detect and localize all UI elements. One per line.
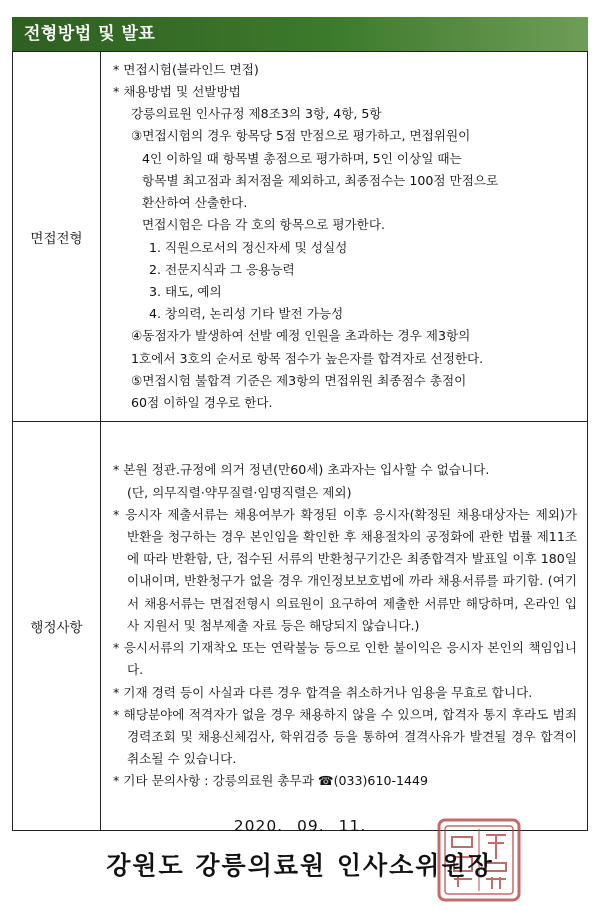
interview-line: 항목별 최고점과 최저점을 제외하고, 최종점수는 100점 만점으로 xyxy=(142,172,499,188)
interview-line: 1호에서 3호의 순서로 항목 점수가 높은자를 합격자로 선정한다. xyxy=(131,350,484,366)
section-header xyxy=(12,17,588,51)
interview-line: 60점 이하일 경우로 한다. xyxy=(131,394,273,410)
interview-line: 강릉의료원 인사규정 제8조3의 3항, 4항, 5항 xyxy=(131,106,382,122)
admin-row xyxy=(13,422,588,831)
interview-line: ③면접시험의 경우 항목당 5점 만점으로 평가하고, 면접위원이 xyxy=(131,128,471,144)
interview-content xyxy=(101,52,588,422)
admin-label: 행정사항 xyxy=(13,422,101,831)
admin-item: * 해당분야에 적격자가 없을 경우 채용하지 않을 수 있으며, 합격자 통지 후라도 범죄경력조회 및 채용신체검사, 학위검증 등을 통하여 결격사유가 발견될 경우 합격이 취소될 수 있습니다. xyxy=(113,706,577,767)
admin-item: * 응시서류의 기재착오 또는 연락불능 등으로 인한 불이익은 응시자 본인의 책임입니다. xyxy=(113,640,577,678)
admin-item: * 기타 문의사항 : 강릉의료원 총무과 ☎(033)610-1449 xyxy=(113,773,429,789)
selection-table xyxy=(12,51,588,831)
announcement-date: 2020. 09. 11. xyxy=(233,817,367,835)
interview-line: 4인 이하일 때 항목별 총점으로 평가하며, 5인 이상일 때는 xyxy=(142,150,462,166)
interview-line: ⑤면접시험 불합격 기준은 제3항의 면접위원 최종점수 총점이 xyxy=(131,372,467,388)
interview-line: ④동점자가 발생하여 선발 예정 인원을 초과하는 경우 제3항의 xyxy=(131,328,471,344)
interview-line: 4. 창의력, 논리성 기타 발전 가능성 xyxy=(149,306,344,322)
interview-line: 3. 태도, 예의 xyxy=(149,283,222,299)
admin-item: * 응시자 제출서류는 채용여부가 확정된 이후 응시자(확정된 채용대상자는 제외)가 반환을 청구하는 경우 본인임을 확인한 후 채용절차의 공정화에 관한 법률 제11조에 따라 반환함, 단, 접수된 서류의 반환청구기간은 최종합격자 발표일 이후 180일 이내이며, 반환청구가 없을 경우 개인정보보호법에 까라 채용서류를 파기함. (여기서 채용서류는 면접전형시 의료원이 요구하여 제출한 서류만 해당하며, 온라인 입사 지원서 및 첨부제출 자료 등은 해당되지 않습니다.) xyxy=(113,506,577,633)
interview-line: 면접시험은 다음 각 호의 항목으로 평가한다. xyxy=(142,217,385,233)
interview-row xyxy=(13,52,588,422)
interview-label: 면접전형 xyxy=(13,52,101,422)
signature-title: 강원도 강릉의료원 인사소위원장 xyxy=(106,851,494,880)
interview-line: 2. 전문지식과 그 응용능력 xyxy=(149,261,295,277)
interview-line: * 면접시험(블라인드 면접) xyxy=(113,61,259,77)
section-title: 전형방법 및 발표 xyxy=(24,24,156,44)
interview-line: * 채용방법 및 선발방법 xyxy=(113,84,241,100)
interview-line: 1. 직원으로서의 정신자세 및 성실성 xyxy=(149,239,348,255)
interview-line: 환산하여 산출한다. xyxy=(142,195,248,211)
admin-item: * 기재 경력 등이 사실과 다른 경우 합격을 취소하거나 임용을 무효로 합니다. xyxy=(113,684,533,700)
admin-item: * 본원 정관.규정에 의거 정년(만60세) 초과자는 입사할 수 없습니다. xyxy=(113,462,490,478)
admin-item-note: (단, 의무직렬·약무질렬·임명직렬은 제외) xyxy=(127,484,352,500)
admin-content xyxy=(101,422,588,831)
